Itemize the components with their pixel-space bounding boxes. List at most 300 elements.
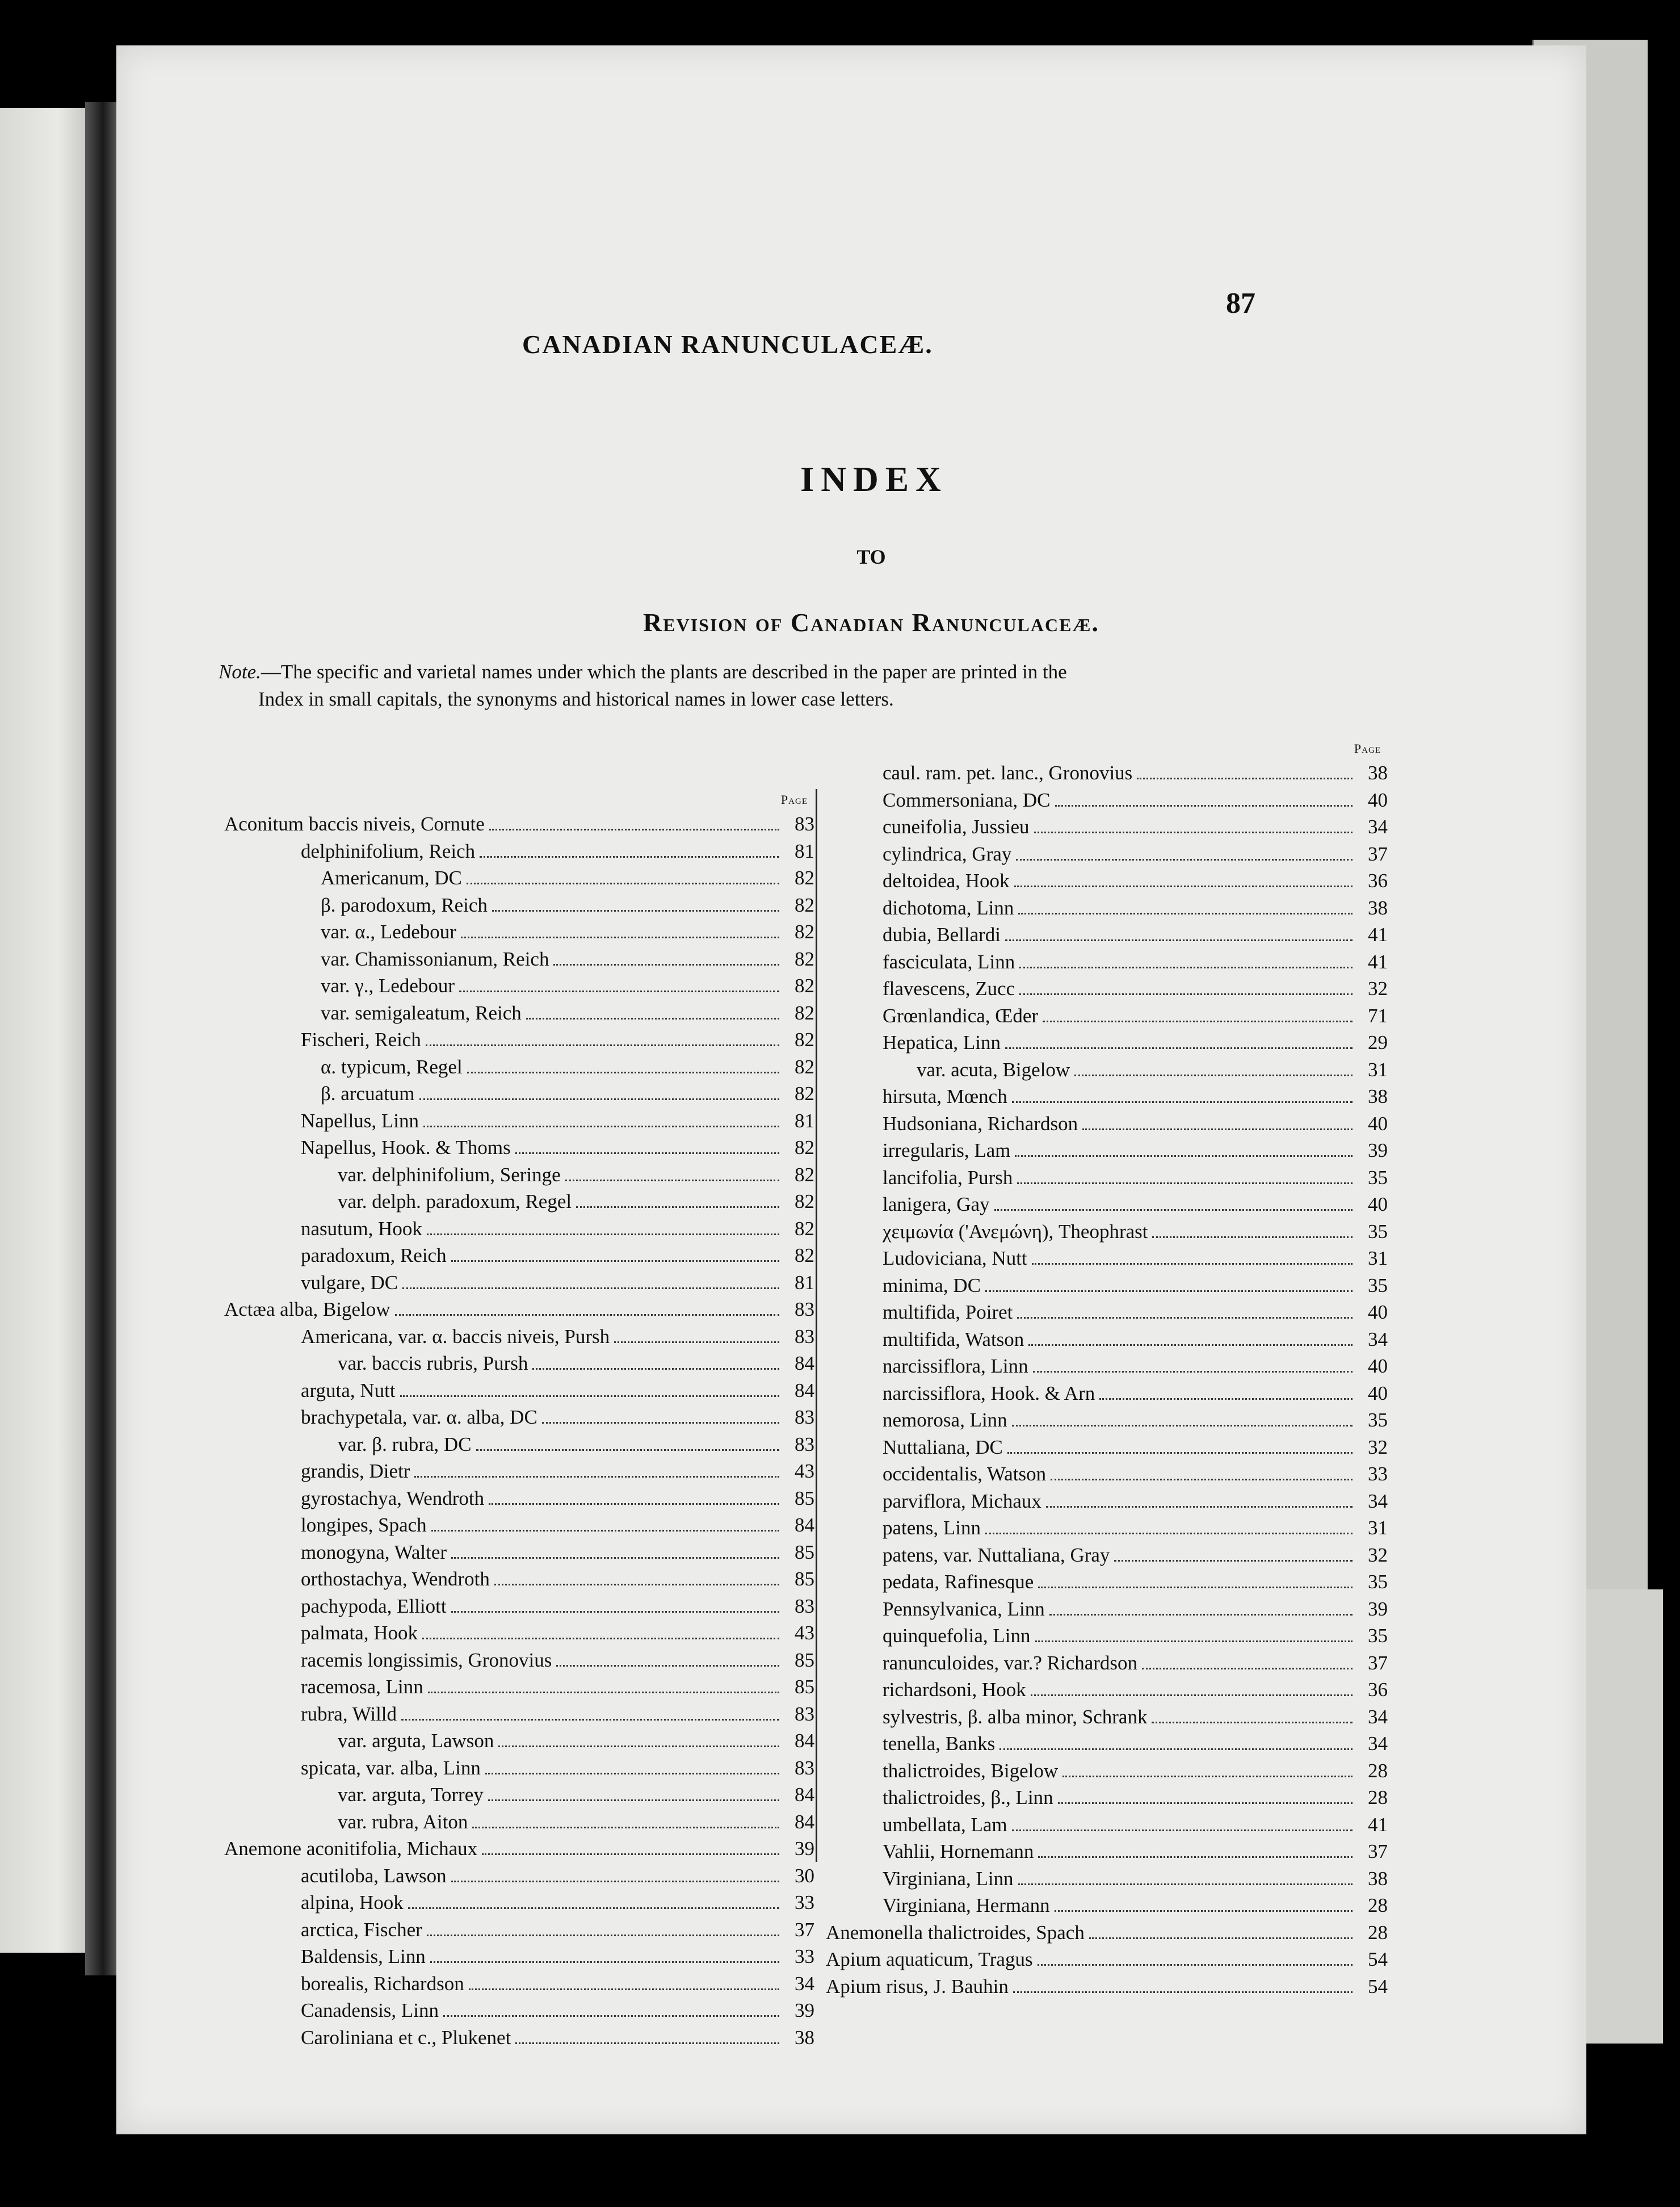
index-entry-name: Canadensis, Linn xyxy=(301,1999,439,2021)
index-entry-name: longipes, Spach xyxy=(301,1514,427,1536)
index-entry-name: Pennsylvanica, Linn xyxy=(883,1597,1045,1620)
index-entry-name: tenella, Banks xyxy=(883,1732,996,1755)
right-entry-list xyxy=(826,760,1388,2000)
index-entry-name: cylindrica, Gray xyxy=(883,842,1012,865)
dot-leader xyxy=(1014,886,1353,887)
index-entry-page: 36 xyxy=(1368,870,1388,892)
index-entry-page: 37 xyxy=(1368,1840,1388,1862)
index-entry-name: Anemone aconitifolia, Michaux xyxy=(224,1837,478,1860)
dot-leader xyxy=(553,964,779,966)
dot-leader xyxy=(489,829,779,830)
index-entry-name: Anemonella thalictroides, Spach xyxy=(826,1921,1085,1944)
index-entry-name: Hepatica, Linn xyxy=(883,1031,1001,1054)
dot-leader xyxy=(1099,1398,1353,1400)
index-entry-name: patens, var. Nuttaliana, Gray xyxy=(883,1543,1110,1566)
index-entry xyxy=(826,1892,1388,1919)
index-entry xyxy=(224,1431,814,1458)
index-entry-name: lancifolia, Pursh xyxy=(883,1166,1013,1189)
index-entry-page: 82 xyxy=(795,1082,814,1105)
to-word: TO xyxy=(856,546,886,568)
index-entry xyxy=(224,1970,814,1998)
index-entry-name: umbellata, Lam xyxy=(883,1813,1007,1836)
index-entry xyxy=(224,1673,814,1701)
index-entry xyxy=(826,787,1388,814)
dot-leader xyxy=(1005,939,1353,941)
index-entry-name: fasciculata, Linn xyxy=(883,950,1015,973)
index-entry-name: Americanum, DC xyxy=(321,867,462,889)
index-entry xyxy=(826,1164,1388,1191)
dot-leader xyxy=(1032,1263,1353,1265)
index-entry xyxy=(224,1377,814,1404)
index-entry xyxy=(826,1596,1388,1623)
index-entry-name: Grœnlandica, Œder xyxy=(883,1004,1039,1027)
index-entry-page: 81 xyxy=(795,1109,814,1132)
index-entry-page: 38 xyxy=(1368,896,1388,919)
dot-leader xyxy=(1019,993,1353,995)
dot-leader xyxy=(1012,1830,1353,1831)
index-entry-name: palmata, Hook xyxy=(301,1622,418,1644)
index-entry xyxy=(826,1919,1388,1946)
index-entry-page: 85 xyxy=(795,1648,814,1671)
index-entry-page: 71 xyxy=(1368,1004,1388,1027)
index-entry xyxy=(826,1650,1388,1677)
index-entry-page: 39 xyxy=(795,1837,814,1860)
index-entry-page: 37 xyxy=(1368,1651,1388,1674)
index-page xyxy=(116,45,1586,2134)
index-entry xyxy=(224,1781,814,1809)
index-entry-page: 54 xyxy=(1368,1975,1388,1998)
index-entry-page: 34 xyxy=(1368,816,1388,838)
index-entry-page: 43 xyxy=(795,1622,814,1644)
index-entry-name: monogyna, Walter xyxy=(301,1541,447,1563)
index-entry-name: var. semigaleatum, Reich xyxy=(321,1001,522,1024)
index-entry-page: 85 xyxy=(795,1487,814,1509)
index-entry-name: dichotoma, Linn xyxy=(883,896,1014,919)
index-entry-page: 82 xyxy=(795,1029,814,1051)
index-note xyxy=(219,658,1342,713)
dot-leader xyxy=(1058,1802,1353,1804)
dot-leader xyxy=(476,1449,779,1451)
index-entry xyxy=(826,1946,1388,1973)
dot-leader xyxy=(1082,1128,1353,1130)
dot-leader xyxy=(451,1557,779,1559)
index-entry-name: brachypetala, var. α. alba, DC xyxy=(301,1406,537,1428)
dot-leader xyxy=(461,937,779,938)
dot-leader xyxy=(985,1533,1353,1534)
column-header-page: Page xyxy=(1354,741,1381,756)
index-entry-page: 34 xyxy=(1368,1328,1388,1350)
index-entry xyxy=(826,1568,1388,1596)
index-entry-page: 37 xyxy=(795,1918,814,1941)
index-entry-name: orthostachya, Wendroth xyxy=(301,1568,490,1590)
index-entry xyxy=(224,1593,814,1620)
dot-leader xyxy=(1038,1856,1353,1858)
index-entry xyxy=(826,1218,1388,1245)
index-entry-name: quinquefolia, Linn xyxy=(883,1625,1031,1647)
index-entry-name: Commersoniana, DC xyxy=(883,788,1051,811)
index-entry xyxy=(826,1838,1388,1865)
index-entry-name: Napellus, Linn xyxy=(301,1109,419,1132)
dot-leader xyxy=(492,910,779,912)
index-entry-name: dubia, Bellardi xyxy=(883,924,1001,946)
index-entry xyxy=(224,1512,814,1539)
dot-leader xyxy=(498,1746,779,1747)
index-entry xyxy=(224,1889,814,1916)
index-entry xyxy=(826,1272,1388,1299)
index-entry xyxy=(826,1029,1388,1056)
index-entry xyxy=(224,1215,814,1243)
index-entry-name: irregularis, Lam xyxy=(883,1139,1011,1161)
index-entry-name: patens, Linn xyxy=(883,1517,981,1539)
index-entry xyxy=(826,1865,1388,1893)
index-entry xyxy=(826,1110,1388,1138)
index-entry xyxy=(826,1542,1388,1569)
dot-leader xyxy=(402,1287,779,1289)
index-entry xyxy=(224,1188,814,1215)
dot-leader xyxy=(1055,1910,1353,1912)
index-entry xyxy=(826,1488,1388,1515)
index-entry-page: 84 xyxy=(795,1379,814,1402)
index-entry-name: pedata, Rafinesque xyxy=(883,1571,1034,1593)
index-entry xyxy=(826,1784,1388,1811)
index-entry-page: 85 xyxy=(795,1676,814,1698)
index-entry xyxy=(224,972,814,1000)
dot-leader xyxy=(999,1748,1353,1750)
dot-leader xyxy=(1074,1075,1353,1076)
index-entry xyxy=(826,1299,1388,1326)
dot-leader xyxy=(614,1341,779,1343)
index-entry xyxy=(224,1755,814,1782)
dot-leader xyxy=(515,1152,779,1154)
index-entry xyxy=(224,1080,814,1107)
index-entry-name: Virginiana, Hermann xyxy=(883,1894,1050,1916)
index-entry xyxy=(224,1107,814,1135)
index-entry-name: arguta, Nutt xyxy=(301,1379,396,1402)
index-entry-page: 38 xyxy=(1368,1085,1388,1107)
dot-leader xyxy=(467,1072,779,1073)
dot-leader xyxy=(565,1180,779,1181)
index-entry-page: 84 xyxy=(795,1352,814,1374)
index-entry-name: thalictroides, Bigelow xyxy=(883,1759,1059,1782)
index-entry-name: grandis, Dietr xyxy=(301,1460,410,1482)
dot-leader xyxy=(576,1206,779,1208)
index-entry-name: paradoxum, Reich xyxy=(301,1244,447,1266)
index-entry-name: deltoidea, Hook xyxy=(883,870,1010,892)
index-entry-name: var. γ., Ledebour xyxy=(321,975,455,997)
index-entry-page: 38 xyxy=(795,2026,814,2049)
index-entry-name: flavescens, Zucc xyxy=(883,977,1015,1000)
index-entry-page: 32 xyxy=(1368,1543,1388,1566)
index-entry-name: Americana, var. α. baccis niveis, Pursh xyxy=(301,1325,610,1348)
index-entry-name: χειμωνία ('Ανεμώνη), Theophrast xyxy=(883,1220,1148,1243)
index-entry-page: 31 xyxy=(1368,1247,1388,1269)
index-entry xyxy=(224,918,814,946)
index-entry-page: 82 xyxy=(795,867,814,889)
index-entry xyxy=(224,1269,814,1296)
index-entry-page: 33 xyxy=(1368,1463,1388,1485)
index-entry-page: 32 xyxy=(1368,977,1388,1000)
index-entry-page: 39 xyxy=(795,1999,814,2021)
index-entry-page: 41 xyxy=(1368,950,1388,973)
index-entry-name: racemosa, Linn xyxy=(301,1676,423,1698)
index-entry-page: 28 xyxy=(1368,1894,1388,1916)
index-entry-name: gyrostachya, Wendroth xyxy=(301,1487,485,1509)
dot-leader xyxy=(414,1476,779,1478)
index-entry-name: var. arguta, Lawson xyxy=(338,1730,494,1752)
dot-leader xyxy=(1046,1506,1353,1508)
dot-leader xyxy=(1038,1587,1353,1588)
index-entry xyxy=(826,1245,1388,1272)
dot-leader xyxy=(451,1260,779,1262)
index-entry-page: 85 xyxy=(795,1568,814,1590)
index-entry-page: 43 xyxy=(795,1460,814,1482)
index-entry xyxy=(224,1647,814,1674)
dot-leader xyxy=(985,1290,1353,1292)
index-entry-page: 83 xyxy=(795,1702,814,1725)
index-entry xyxy=(224,811,814,838)
index-entry-page: 34 xyxy=(795,1972,814,1995)
page-number: 87 xyxy=(1226,287,1255,320)
index-entry xyxy=(826,841,1388,868)
index-entry xyxy=(224,1835,814,1862)
index-entry-name: Hudsoniana, Richardson xyxy=(883,1112,1078,1135)
index-entry-page: 82 xyxy=(795,893,814,916)
index-entry-page: 81 xyxy=(795,840,814,862)
dot-leader xyxy=(482,1853,779,1855)
dot-leader xyxy=(400,1395,779,1397)
index-entry xyxy=(826,1730,1388,1757)
dot-leader xyxy=(1043,1021,1353,1022)
dot-leader xyxy=(422,1638,779,1639)
dot-leader xyxy=(1007,1452,1353,1454)
index-entry-page: 83 xyxy=(795,1298,814,1320)
index-entry-name: β. arcuatum xyxy=(321,1082,415,1105)
index-entry xyxy=(224,1943,814,1970)
dot-leader xyxy=(1019,967,1353,968)
index-entry xyxy=(224,1809,814,1836)
index-entry-name: multifida, Watson xyxy=(883,1328,1024,1350)
dot-leader xyxy=(489,1503,779,1505)
index-entry-name: Apium risus, J. Bauhin xyxy=(826,1975,1009,1998)
index-entry-name: cuneifolia, Jussieu xyxy=(883,816,1030,838)
index-entry-page: 82 xyxy=(795,921,814,943)
index-entry-page: 31 xyxy=(1368,1058,1388,1081)
dot-leader xyxy=(556,1665,779,1667)
index-entry-page: 33 xyxy=(795,1945,814,1967)
index-entry xyxy=(826,1622,1388,1650)
index-entry-name: var. rubra, Aiton xyxy=(338,1810,468,1833)
dot-leader xyxy=(472,1827,779,1828)
index-entry-page: 81 xyxy=(795,1271,814,1294)
index-entry-name: occidentalis, Watson xyxy=(883,1463,1047,1485)
dot-leader xyxy=(408,1907,779,1909)
index-entry-page: 82 xyxy=(795,1163,814,1186)
dot-leader xyxy=(532,1368,779,1370)
index-entry-name: Ludoviciana, Nutt xyxy=(883,1247,1027,1269)
index-entry-name: var. Chamissonianum, Reich xyxy=(321,947,549,970)
index-entry-name: hirsuta, Mœnch xyxy=(883,1085,1007,1107)
index-entry-page: 29 xyxy=(1368,1031,1388,1054)
dot-leader xyxy=(1062,1776,1353,1777)
index-entry-page: 32 xyxy=(1368,1436,1388,1458)
index-entry-name: var. delphinifolium, Seringe xyxy=(338,1163,561,1186)
left-page-edge xyxy=(0,108,96,1953)
dot-leader xyxy=(1016,859,1353,861)
dot-leader xyxy=(485,1773,779,1774)
index-entry-page: 83 xyxy=(795,1433,814,1455)
index-entry xyxy=(826,1407,1388,1434)
index-entry xyxy=(826,1191,1388,1218)
dot-leader xyxy=(1031,1694,1353,1696)
left-entry-list xyxy=(224,811,814,2051)
dot-leader xyxy=(430,1961,779,1963)
dot-leader xyxy=(427,1935,779,1936)
index-entry xyxy=(224,838,814,865)
index-entry-name: Napellus, Hook. & Thoms xyxy=(301,1136,511,1159)
index-subtitle: Revision of Canadian Ranunculaceæ. xyxy=(643,608,1099,637)
dot-leader xyxy=(994,1209,1353,1211)
index-entry-name: Virginiana, Linn xyxy=(883,1867,1014,1890)
index-entry xyxy=(826,1461,1388,1488)
index-entry xyxy=(224,1727,814,1755)
index-entry-page: 31 xyxy=(1368,1517,1388,1539)
column-divider xyxy=(816,789,817,1862)
index-entry xyxy=(826,921,1388,949)
index-entry-page: 28 xyxy=(1368,1786,1388,1809)
index-entry xyxy=(224,2024,814,2051)
index-entry xyxy=(224,1350,814,1377)
index-entry xyxy=(224,1404,814,1431)
index-entry-name: nemorosa, Linn xyxy=(883,1409,1007,1431)
index-entry-page: 30 xyxy=(795,1864,814,1887)
index-entry-page: 82 xyxy=(795,975,814,997)
index-entry xyxy=(826,1434,1388,1461)
index-entry-name: Baldensis, Linn xyxy=(301,1945,426,1967)
index-entry xyxy=(224,1026,814,1054)
index-entry xyxy=(224,1134,814,1161)
index-entry-page: 37 xyxy=(1368,842,1388,865)
index-entry-name: vulgare, DC xyxy=(301,1271,398,1294)
index-entry-page: 82 xyxy=(795,1136,814,1159)
index-entry-name: α. typicum, Regel xyxy=(321,1055,463,1078)
index-entry xyxy=(826,1757,1388,1785)
dot-leader xyxy=(526,1018,779,1019)
index-entry xyxy=(224,1161,814,1189)
index-entry-page: 34 xyxy=(1368,1705,1388,1728)
index-entry xyxy=(224,1323,814,1350)
dot-leader xyxy=(459,991,779,992)
index-entry-page: 82 xyxy=(795,1055,814,1078)
dot-leader xyxy=(1089,1937,1353,1939)
index-entry-name: caul. ram. pet. lanc., Gronovius xyxy=(883,762,1133,784)
running-title: CANADIAN RANUNCULACEÆ. xyxy=(522,330,933,359)
dot-leader xyxy=(1035,1640,1353,1642)
index-entry-name: acutiloba, Lawson xyxy=(301,1864,447,1887)
dot-leader xyxy=(443,2015,779,2017)
index-entry xyxy=(826,1056,1388,1084)
index-entry-name: var. acuta, Bigelow xyxy=(917,1058,1070,1081)
index-entry-name: Fischeri, Reich xyxy=(301,1029,421,1051)
dot-leader xyxy=(1137,778,1353,779)
index-entry xyxy=(224,1701,814,1728)
index-entry-name: spicata, var. alba, Linn xyxy=(301,1756,481,1779)
dot-leader xyxy=(431,1530,779,1532)
index-entry-name: arctica, Fischer xyxy=(301,1918,422,1941)
index-entry-name: parviflora, Michaux xyxy=(883,1489,1041,1512)
dot-leader xyxy=(1005,1047,1353,1049)
index-entry xyxy=(826,1353,1388,1380)
index-entry-page: 28 xyxy=(1368,1759,1388,1782)
dot-leader xyxy=(451,1611,779,1613)
index-entry-page: 82 xyxy=(795,1217,814,1240)
dot-leader xyxy=(1142,1668,1353,1669)
index-entry xyxy=(224,1916,814,1944)
index-entry xyxy=(224,1000,814,1027)
dot-leader xyxy=(1051,1479,1353,1480)
index-entry-page: 82 xyxy=(795,1190,814,1212)
index-entry-page: 35 xyxy=(1368,1625,1388,1647)
index-entry-name: racemis longissimis, Gronovius xyxy=(301,1648,552,1671)
index-entry xyxy=(826,1676,1388,1703)
index-entry xyxy=(826,1002,1388,1030)
index-entry xyxy=(224,1566,814,1593)
index-entry-page: 40 xyxy=(1368,1382,1388,1404)
dot-leader xyxy=(1028,1344,1353,1346)
index-entry-page: 34 xyxy=(1368,1489,1388,1512)
index-entry-page: 33 xyxy=(795,1891,814,1914)
index-entry-page: 41 xyxy=(1368,1813,1388,1836)
index-entry-page: 40 xyxy=(1368,1193,1388,1215)
index-entry xyxy=(224,1619,814,1647)
index-entry xyxy=(826,895,1388,922)
dot-leader xyxy=(1152,1236,1353,1238)
index-entry-name: var. arguta, Torrey xyxy=(338,1784,484,1806)
index-entry-name: delphinifolium, Reich xyxy=(301,840,476,862)
index-entry-name: narcissiflora, Hook. & Arn xyxy=(883,1382,1095,1404)
index-entry-page: 35 xyxy=(1368,1220,1388,1243)
dot-leader xyxy=(1049,1614,1353,1616)
index-entry-page: 28 xyxy=(1368,1921,1388,1944)
index-entry xyxy=(224,865,814,892)
index-entry-name: Vahlii, Hornemann xyxy=(883,1840,1034,1862)
index-entry-page: 39 xyxy=(1368,1597,1388,1620)
index-entry-page: 54 xyxy=(1368,1948,1388,1970)
index-entry-page: 40 xyxy=(1368,1301,1388,1323)
index-entry-page: 82 xyxy=(795,947,814,970)
index-entry xyxy=(224,1539,814,1566)
index-entry-name: Nuttaliana, DC xyxy=(883,1436,1003,1458)
index-entry-page: 35 xyxy=(1368,1274,1388,1296)
index-entry-name: richardsoni, Hook xyxy=(883,1679,1026,1701)
dot-leader xyxy=(494,1584,779,1585)
index-entry xyxy=(224,946,814,973)
index-entry-page: 84 xyxy=(795,1730,814,1752)
dot-leader xyxy=(426,1044,779,1046)
index-entry-name: multifida, Poiret xyxy=(883,1301,1013,1323)
index-column-left xyxy=(224,789,814,2051)
index-entry-page: 40 xyxy=(1368,788,1388,811)
index-entry-page: 40 xyxy=(1368,1112,1388,1135)
dot-leader xyxy=(395,1314,779,1316)
dot-leader xyxy=(423,1126,779,1127)
index-entry xyxy=(224,1458,814,1485)
index-entry-name: Apium aquaticum, Tragus xyxy=(826,1948,1033,1970)
index-entry-page: 38 xyxy=(1368,762,1388,784)
index-entry-page: 35 xyxy=(1368,1409,1388,1431)
index-entry xyxy=(826,1973,1388,2000)
dot-leader xyxy=(488,1799,779,1801)
dot-leader xyxy=(1012,1101,1353,1103)
